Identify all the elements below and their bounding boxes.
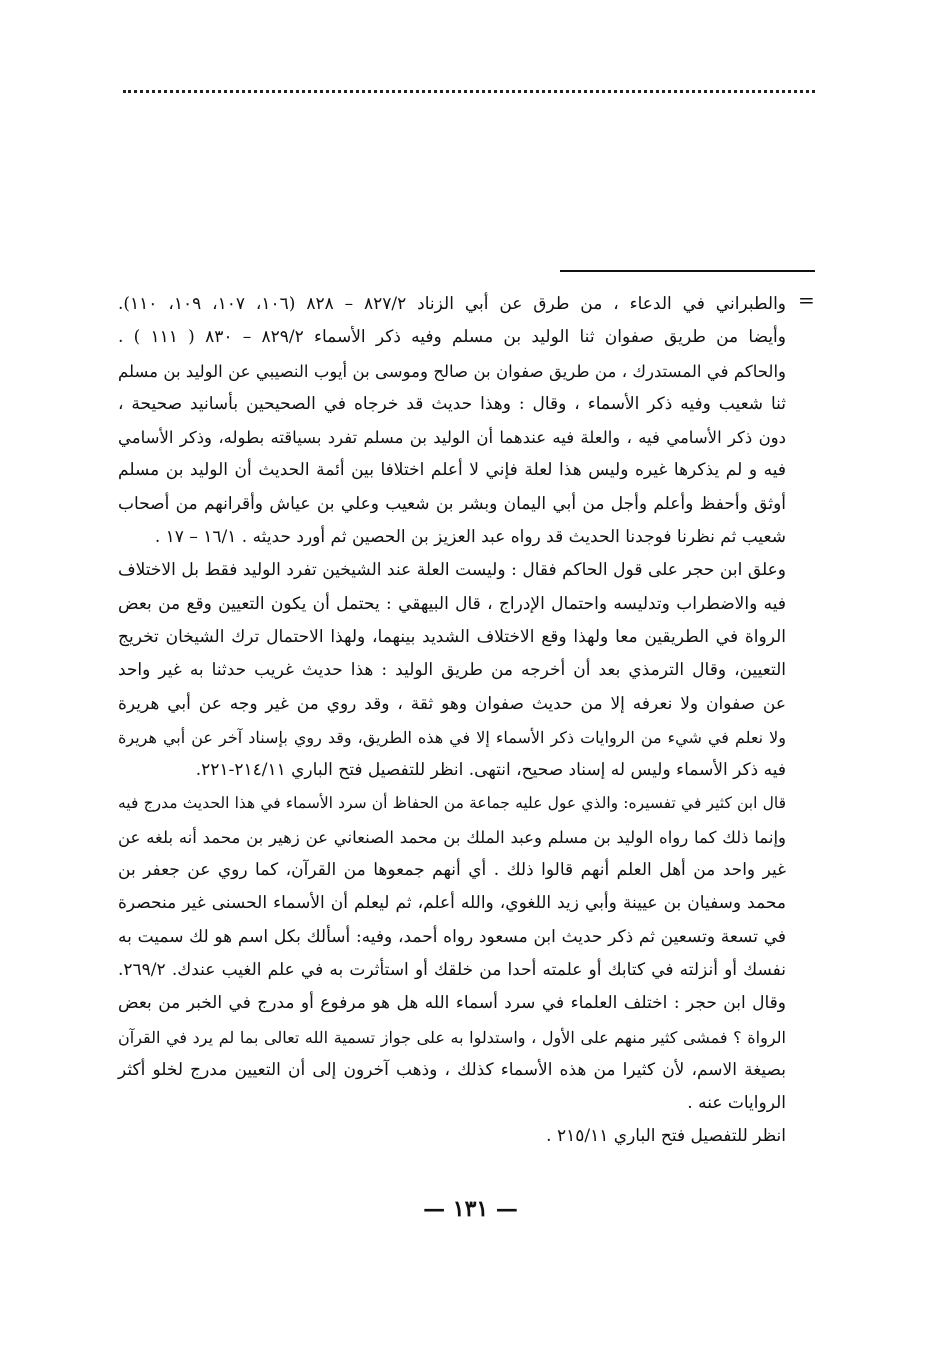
footnote-line: نفسك أو أنزلته في كتابك أو علمته أحدا من خلقك أو استأثرت به في علم الغيب عندك. ٢٦٩/٢. xyxy=(118,959,786,980)
footnote-line: التعيين، وقال الترمذي بعد أن أخرجه من طريق الوليد : هذا حديث غريب حدثنا به غير واحد xyxy=(118,660,786,681)
footnote-line: الرواة في الطريقين معا ولهذا وقع الاختلاف الشديد بينهما، ولهذا الاحتمال ترك الشيخان تخريج xyxy=(118,626,786,647)
footnote-line: فيه ذكر الأسماء وليس له إسناد صحيح، انتهى. انظر للتفصيل فتح الباري ٢١٤/١١-٢٢١. xyxy=(195,760,786,781)
footnote-line: محمد وسفيان بن عيينة وأبي زيد اللغوي، والله أعلم، ثم ليعلم أن الأسماء الحسنى غير منحصرة xyxy=(118,893,786,914)
footnote-line: ولا نعلم في شيء من الروايات ذكر الأسماء إلا في هذه الطريق، وقد روي بإسناد آخر عن أبي هريرة xyxy=(118,727,786,747)
footnote-body xyxy=(118,288,786,1154)
footnote-line: والطبراني في الدعاء ، من طرق عن أبي الزناد ٨٢٧/٢ – ٨٢٨ (١٠٦، ١٠٧، ١٠٩، ١١٠). xyxy=(118,294,787,314)
page-number: — ١٣١ — xyxy=(423,1196,518,1222)
footnote-line: عن صفوان ولا نعرفه إلا من حديث صفوان وهو ثقة ، وقد روي من غير وجه عن أبي هريرة xyxy=(118,693,786,714)
footnote-line: والحاكم في المستدرك ، من طريق صفوان بن صالح وموسى بن أيوب النصيبي عن الوليد بن مسلم xyxy=(118,361,786,381)
footnote-line: الرواة ؟ فمشى كثير منهم على الأول ، واستدلوا به على جواز تسمية الله تعالى بما لم يرد في القرآن xyxy=(118,1027,786,1047)
footnote-line: شعيب ثم نظرنا فوجدنا الحديث قد رواه عبد العزيز بن الحصين ثم أورد حديثه . ١٦/١ – ١٧ . xyxy=(154,527,786,548)
footnote-line: وقال ابن حجر : اختلف العلماء في سرد أسماء الله هل هو مرفوع أو مدرج في الخبر من بعض xyxy=(118,993,786,1014)
footnote-line: وإنما ذلك كما رواه الوليد بن مسلم وعبد الملك بن محمد الصنعاني عن زهير بن محمد أنه بلغه عن xyxy=(118,827,786,847)
header-dotted-rule xyxy=(123,90,815,93)
footnote-line: أوثق وأحفظ وأعلم وأجل من أبي اليمان وبشر بن شعيب وعلي بن عياش وأقرانهم من أصحاب xyxy=(118,493,786,514)
footnote-line: في تسعة وتسعين ثم ذكر حديث ابن مسعود رواه أحمد، وفيه: أسألك بكل اسم هو لك سميت به xyxy=(118,926,786,947)
footnote-line: وأيضا من طريق صفوان ثنا الوليد بن مسلم وفيه ذكر الأسماء ٨٢٩/٢ – ٨٣٠ ( ١١١ ) . xyxy=(118,327,786,348)
footnote-line: فيه و لم يذكرها غيره وليس هذا لعلة فإني لا أعلم اختلافا بين أئمة الحديث أن الوليد بن مسلم xyxy=(118,460,786,481)
footnote-line: ثنا شعيب وفيه ذكر الأسماء ، وقال : وهذا حديث قد خرجاه في الصحيحين بأسانيد صحيحة ، xyxy=(118,393,786,414)
footnote-line: دون ذكر الأسامي فيه ، والعلة فيه عندهما أن الوليد بن مسلم تفرد بسياقته بطوله، وذكر الأسامي xyxy=(118,428,786,448)
footnote-line: فيه والاضطراب وتدليسه واحتمال الإدراج ، قال البيهقي : يحتمل أن يكون التعيين وقع من بعض xyxy=(118,593,786,614)
footnote-line: وعلق ابن حجر على قول الحاكم فقال : وليست العلة عند الشيخين تفرد الوليد فقط بل الاختلاف xyxy=(118,560,786,581)
footnote-line: انظر للتفصيل فتح الباري ٢١٥/١١ . xyxy=(546,1126,786,1147)
footnote-line: بصيغة الاسم، لأن كثيرا من هذه الأسماء كذلك ، وذهب آخرون إلى أن التعيين مدرج لخلو أكثر xyxy=(118,1059,786,1080)
footnote-continuation-mark: = xyxy=(798,288,815,312)
footnote-separator xyxy=(560,270,815,272)
footnote-line: قال ابن كثير في تفسيره: والذي عول عليه جماعة من الحفاظ أن سرد الأسماء في هذا الحديث مدرج فيه xyxy=(118,794,786,813)
footnote-line: غير واحد من أهل العلم أنهم قالوا ذلك . أي أنهم جمعوها من القرآن، كما روي عن جعفر بن xyxy=(118,860,786,881)
footnote-line: الروايات عنه . xyxy=(687,1093,786,1114)
